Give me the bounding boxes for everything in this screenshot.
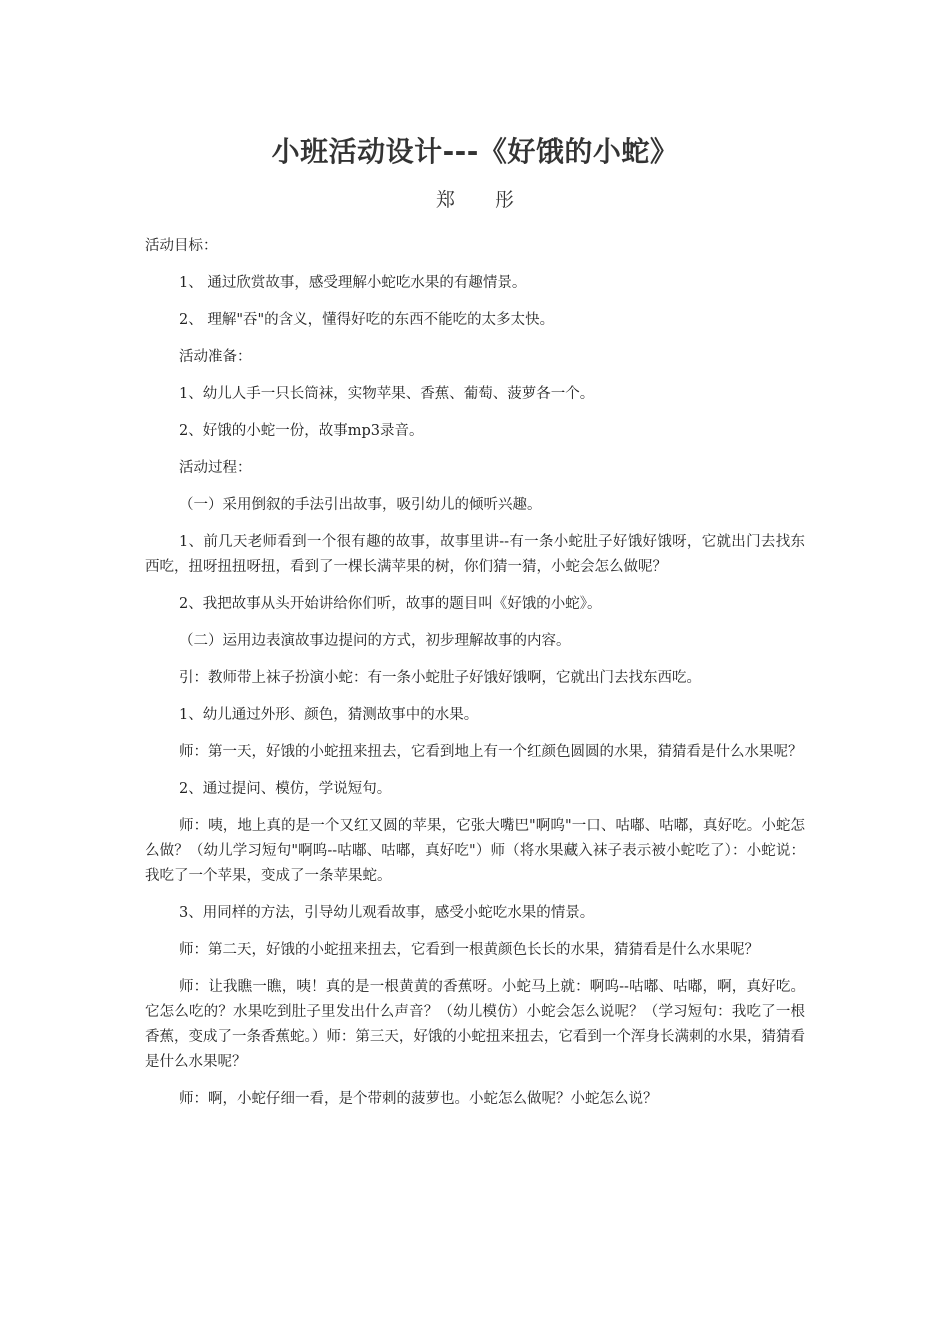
document-body — [145, 234, 805, 1112]
author-first-char: 郑 — [435, 189, 455, 211]
paragraph: 2、 理解"吞"的含义，懂得好吃的东西不能吃的太多太快。 — [179, 312, 555, 328]
paragraph: 活动目标： — [145, 238, 218, 254]
paragraph: （一）采用倒叙的手法引出故事，吸引幼儿的倾听兴趣。 — [179, 497, 542, 513]
paragraph: 1、 通过欣赏故事，感受理解小蛇吃水果的有趣情景。 — [179, 275, 527, 291]
paragraph: 引：教师带上袜子扮演小蛇：有一条小蛇肚子好饿好饿啊，它就出门去找东西吃。 — [179, 670, 701, 686]
author-name — [145, 186, 805, 214]
paragraph: 3、用同样的方法，引导幼儿观看故事，感受小蛇吃水果的情景。 — [179, 905, 595, 921]
paragraph: 2、通过提问、模仿，学说短句。 — [179, 781, 392, 797]
document-page — [145, 130, 805, 1124]
paragraph: 活动准备： — [179, 349, 252, 365]
author-second-char: 彤 — [495, 189, 515, 211]
paragraph: 1、幼儿人手一只长筒袜，实物苹果、香蕉、葡萄、菠萝各一个。 — [179, 386, 595, 402]
paragraph: （二）运用边表演故事边提问的方式，初步理解故事的内容。 — [179, 633, 571, 649]
paragraph: 1、前几天老师看到一个很有趣的故事，故事里讲--有一条小蛇肚子好饿好饿呀，它就出门去找东西吃，扭呀扭扭呀扭，看到了一棵长满苹果的树，你们猜一猜，小蛇会怎么做呢？ — [145, 534, 805, 575]
paragraph: 1、幼儿通过外形、颜色，猜测故事中的水果。 — [179, 707, 479, 723]
paragraph: 2、我把故事从头开始讲给你们听，故事的题目叫《好饿的小蛇》。 — [179, 596, 602, 612]
paragraph: 2、好饿的小蛇一份，故事mp3录音。 — [179, 423, 424, 439]
document-title: 小班活动设计---《好饿的小蛇》 — [271, 135, 679, 168]
paragraph: 活动过程： — [179, 460, 252, 476]
paragraph: 师：第一天，好饿的小蛇扭来扭去，它看到地上有一个红颜色圆圆的水果，猜猜看是什么水果呢？ — [179, 744, 803, 760]
paragraph: 师：咦，地上真的是一个又红又圆的苹果，它张大嘴巴"啊呜"一口、咕嘟、咕嘟，真好吃。小蛇怎么做？（幼儿学习短句"啊呜--咕嘟、咕嘟，真好吃"）师（将水果藏入袜子表示被小蛇吃了）：小蛇说：我吃了一个苹果，变成了一条苹果蛇。 — [145, 818, 805, 884]
paragraph: 师：啊，小蛇仔细一看，是个带刺的菠萝也。小蛇怎么做呢？小蛇怎么说？ — [179, 1091, 658, 1107]
paragraph: 师：第二天，好饿的小蛇扭来扭去，它看到一根黄颜色长长的水果，猜猜看是什么水果呢？ — [179, 942, 759, 958]
paragraph: 师：让我瞧一瞧，咦！真的是一根黄黄的香蕉呀。小蛇马上就：啊呜--咕嘟、咕嘟，啊，真好吃。它怎么吃的？水果吃到肚子里发出什么声音？（幼儿模仿）小蛇会怎么说呢？（学习短句：我吃了一根香蕉，变成了一条香蕉蛇。）师：第三天，好饿的小蛇扭来扭去，它看到一个浑身长满刺的水果，猜猜看是什么水果呢？ — [145, 979, 805, 1070]
